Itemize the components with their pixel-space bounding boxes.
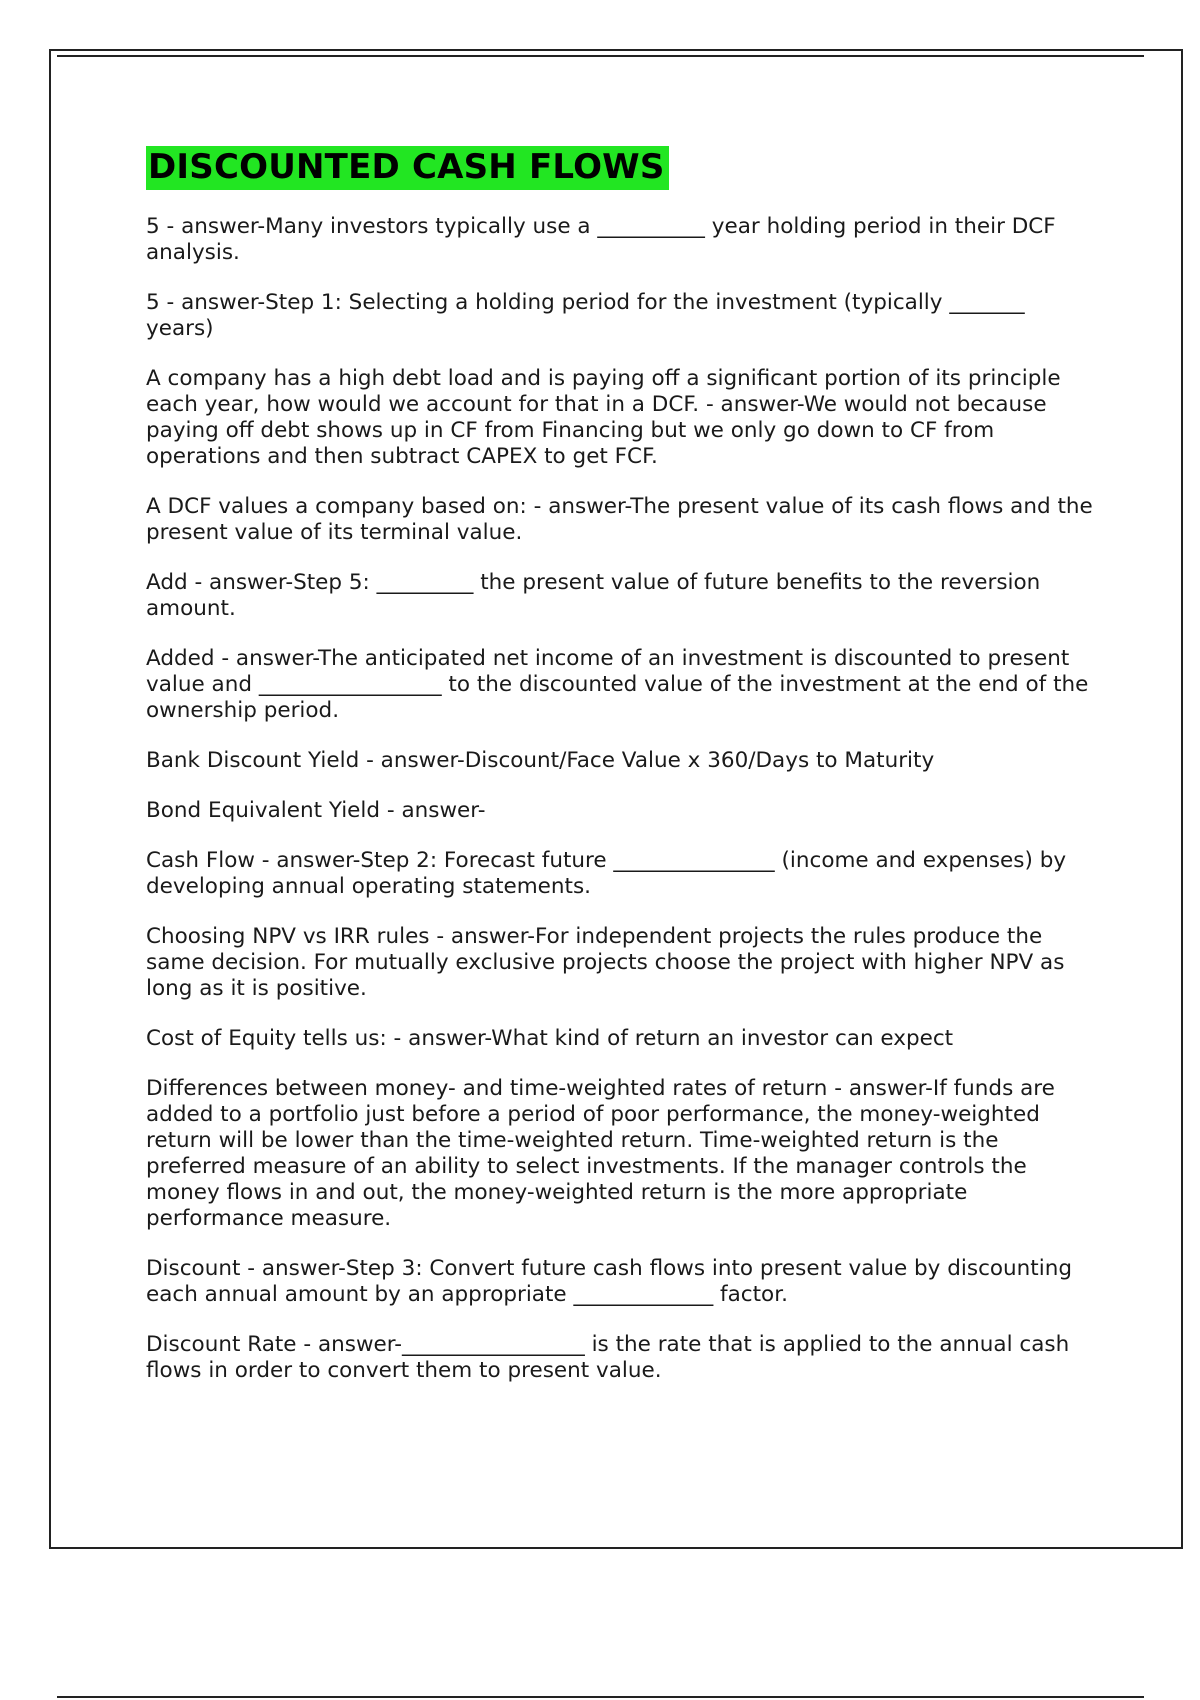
flashcard-entry: 5 - answer-Many investors typically use a __________ year holding period in their DCF analysis.	[146, 214, 1056, 265]
flashcard-entry: A company has a high debt load and is paying off a significant portion of its principle each year, how would we account for that in a DCF. - answer-We would not because paying off debt shows up in CF from Financing but we only go down to CF from operations and then subtract CAPEX to get FCF.	[146, 366, 1061, 469]
bottom-rule	[57, 1696, 1144, 1698]
flashcard-entry: Choosing NPV vs IRR rules - answer-For independent projects the rules produce the same decision. For mutually exclusive projects choose the project with higher NPV as long as it is positive.	[146, 924, 1065, 1001]
flashcard-entry: Added - answer-The anticipated net income of an investment is discounted to present value and _________________ to the discounted value of the investment at the end of the ownership period.	[146, 646, 1089, 723]
document-title: DISCOUNTED CASH FLOWS	[146, 146, 669, 190]
flashcard-entry: Bond Equivalent Yield - answer-	[146, 798, 486, 823]
flashcard-entry: Discount Rate - answer-_________________ is the rate that is applied to the annual cash flows in order to convert them to present value.	[146, 1332, 1070, 1383]
flashcard-entry: Bank Discount Yield - answer-Discount/Face Value x 360/Days to Maturity	[146, 748, 935, 773]
top-rule	[57, 55, 1144, 57]
flashcard-entry: Differences between money- and time-weighted rates of return - answer-If funds are added to a portfolio just before a period of poor performance, the money-weighted return will be lower than the time-weighted return. Time-weighted return is the preferred measure of an ability to select investments. If the manager controls the money flows in and out, the money-weighted return is the more appropriate performance measure.	[146, 1076, 1055, 1231]
flashcard-entry: Cost of Equity tells us: - answer-What kind of return an investor can expect	[146, 1026, 954, 1051]
flashcard-entry: Cash Flow - answer-Step 2: Forecast future _______________ (income and expenses) by developing annual operating statements.	[146, 848, 1067, 899]
flashcard-entry: Discount - answer-Step 3: Convert future cash flows into present value by discounting each annual amount by an appropriate _____________ factor.	[146, 1256, 1072, 1307]
flashcard-entry: Add - answer-Step 5: _________ the present value of future benefits to the reversion amount.	[146, 570, 1041, 621]
document-body	[146, 146, 1096, 1408]
flashcard-entry: A DCF values a company based on: - answer-The present value of its cash flows and the present value of its terminal value.	[146, 494, 1093, 545]
flashcard-entry: 5 - answer-Step 1: Selecting a holding period for the investment (typically _______ years)	[146, 290, 1025, 341]
